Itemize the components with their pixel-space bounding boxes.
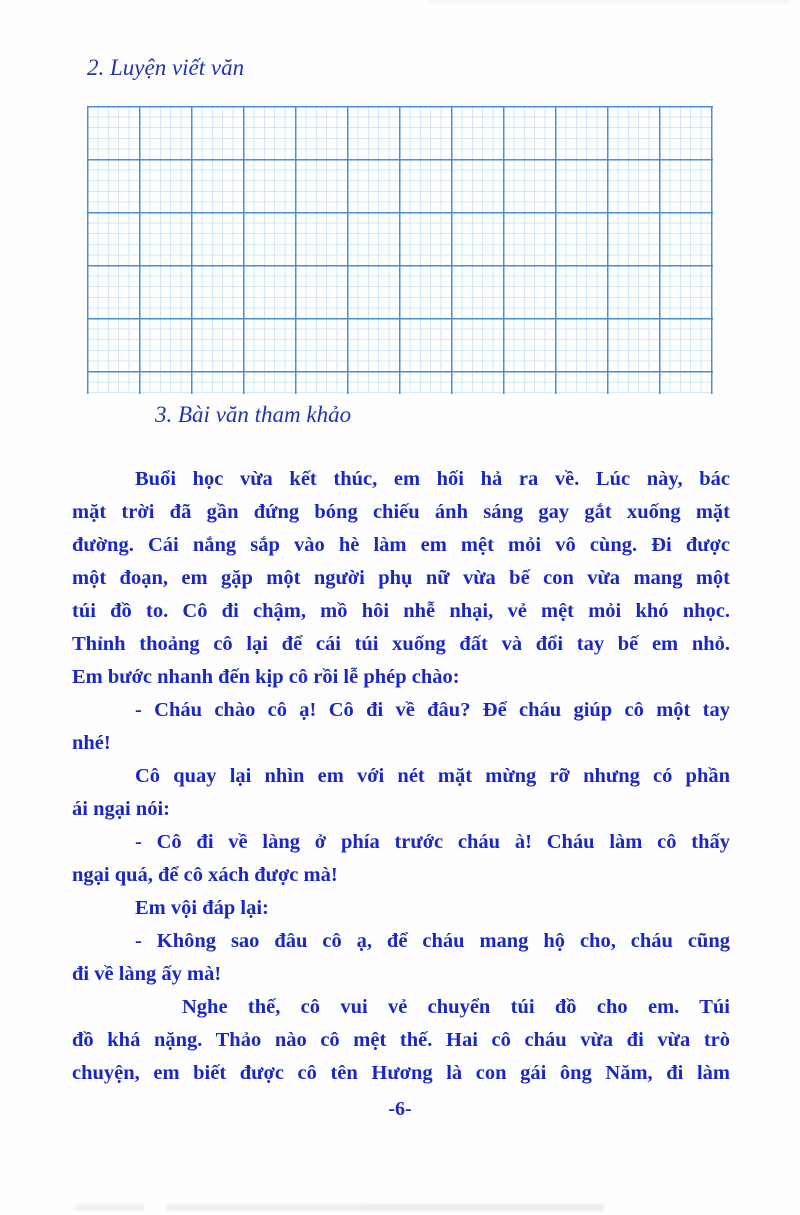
text-line: ái ngại nói: xyxy=(72,798,170,820)
text-line: đi về làng ấy mà! xyxy=(72,963,222,985)
text-line: chuyện, em biết được cô tên Hương là con gái ông Năm, đi làm xyxy=(72,1062,730,1084)
text-line: - Cháu chào cô ạ! Cô đi về đâu? Để cháu giúp cô một tay xyxy=(135,699,730,721)
text-line: Cô quay lại nhìn em với nét mặt mừng rỡ nhưng có phần xyxy=(135,765,730,787)
scan-artifact xyxy=(430,0,790,3)
text-line: túi đồ to. Cô đi chậm, mồ hôi nhễ nhại, vẻ mệt mỏi khó nhọc. xyxy=(72,600,730,622)
page-number: -6- xyxy=(388,1098,412,1120)
section-3-heading: 3. Bài văn tham khảo xyxy=(155,402,352,427)
text-line: Thỉnh thoảng cô lại để cái túi xuống đất và đổi tay bế em nhỏ. xyxy=(72,633,730,655)
text-line: Em bước nhanh đến kịp cô rồi lễ phép chào: xyxy=(72,666,460,688)
scan-artifact xyxy=(75,1204,650,1211)
text-line: Em vội đáp lại: xyxy=(135,897,269,919)
section-2-heading: 2. Luyện viết văn xyxy=(87,55,245,80)
text-line: - Không sao đâu cô ạ, để cháu mang hộ cho, cháu cũng xyxy=(135,930,730,952)
writing-practice-grid xyxy=(87,106,713,394)
essay-text-block xyxy=(72,463,730,1090)
text-line: - Cô đi về làng ở phía trước cháu à! Cháu làm cô thấy xyxy=(135,831,730,853)
text-line: nhé! xyxy=(72,732,111,754)
text-line: một đoạn, em gặp một người phụ nữ vừa bế con vừa mang một xyxy=(72,567,730,589)
text-line: ngại quá, để cô xách được mà! xyxy=(72,864,338,886)
text-line: Nghe thế, cô vui vẻ chuyển túi đồ cho em. Túi xyxy=(182,996,730,1018)
text-line: đường. Cái nắng sắp vào hè làm em mệt mỏi vô cùng. Đi được xyxy=(72,534,730,556)
text-line: Buổi học vừa kết thúc, em hối hả ra về. Lúc này, bác xyxy=(135,468,730,490)
text-line: đồ khá nặng. Thảo nào cô mệt thế. Hai cô cháu vừa đi vừa trò xyxy=(72,1029,730,1051)
text-line: mặt trời đã gần đứng bóng chiếu ánh sáng gay gắt xuống mặt xyxy=(72,501,730,523)
